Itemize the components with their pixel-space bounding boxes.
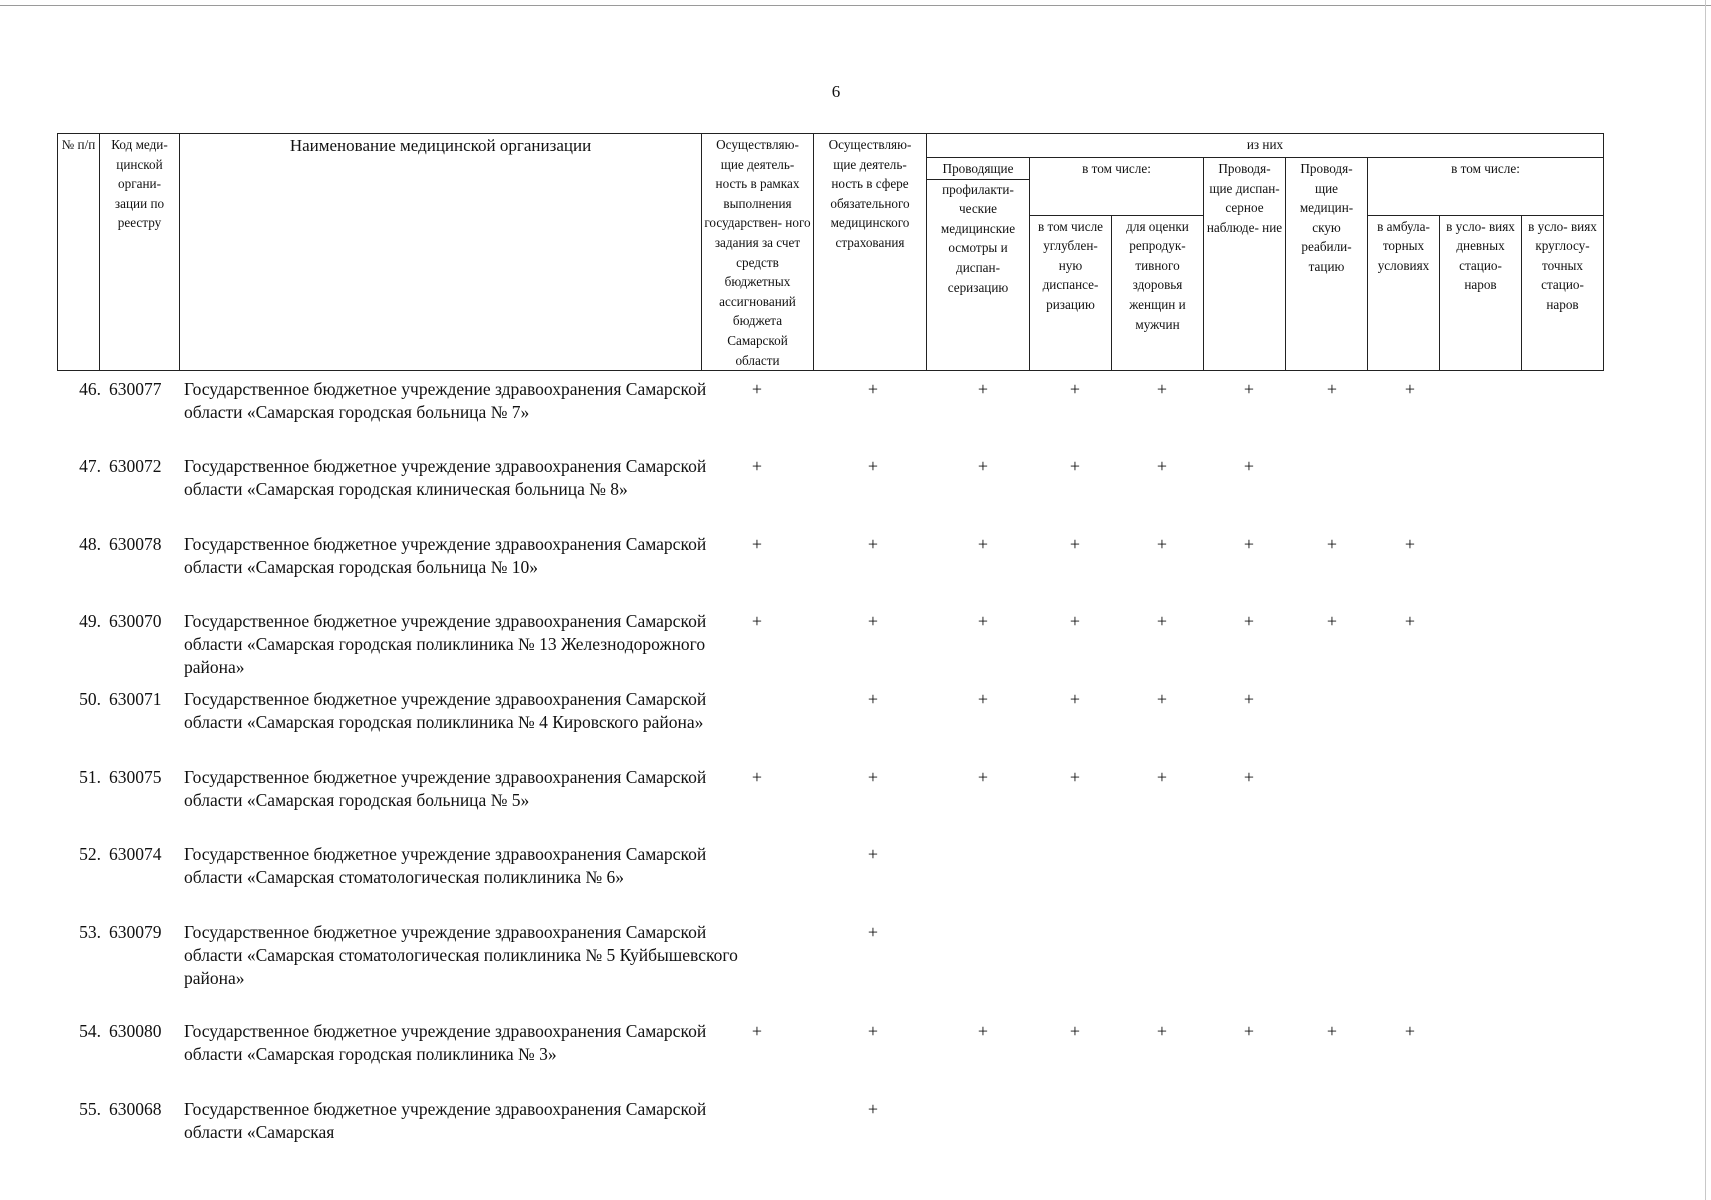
row-mark: +: [1156, 767, 1168, 787]
row-mark: +: [867, 689, 879, 709]
header-day-hospital: в усло- виях дневных стацио- наров: [1440, 215, 1522, 371]
row-mark: +: [751, 1021, 763, 1041]
row-mark: +: [1069, 456, 1081, 476]
header-prophylactic: [927, 158, 1030, 371]
header-deep-dispensary: в том числе углублен- ную диспансе- ризацию: [1030, 215, 1112, 371]
row-code: 630078: [109, 534, 162, 554]
row-mark: +: [1243, 767, 1255, 787]
row-number: 55.: [79, 1099, 101, 1119]
scan-right-edge: [1705, 0, 1706, 1200]
scan-top-edge: [0, 5, 1711, 6]
row-mark: +: [751, 456, 763, 476]
row-mark: +: [867, 767, 879, 787]
page-number: 6: [831, 82, 841, 101]
row-mark: +: [751, 534, 763, 554]
row-number: 53.: [79, 922, 101, 942]
row-mark: +: [1404, 534, 1416, 554]
row-organization-name: Государственное бюджетное учреждение здравоохранения Самарской области «Самарская городская поликлиника № 4 Кировского района»: [184, 689, 707, 732]
row-mark: +: [1156, 379, 1168, 399]
row-number: 46.: [79, 379, 101, 399]
row-mark: +: [1243, 379, 1255, 399]
row-organization-name: Государственное бюджетное учреждение здравоохранения Самарской области «Самарская городская клиническая больница № 8»: [184, 456, 707, 499]
row-number: 49.: [79, 611, 101, 631]
row-mark: +: [1156, 611, 1168, 631]
table-header: [57, 133, 1604, 371]
row-mark: +: [977, 611, 989, 631]
row-mark: +: [867, 456, 879, 476]
row-mark: +: [867, 922, 879, 942]
row-mark: +: [977, 689, 989, 709]
row-mark: +: [867, 1021, 879, 1041]
row-mark: +: [1243, 1021, 1255, 1041]
row-code: 630070: [109, 611, 162, 631]
header-name: Наименование медицинской организации: [180, 134, 702, 371]
row-mark: +: [977, 767, 989, 787]
row-number: 48.: [79, 534, 101, 554]
header-prophylactic-sub: профилакти- ческие медицинские осмотры и диспан- серизацию: [940, 181, 1016, 295]
row-mark: +: [1069, 767, 1081, 787]
row-number: 52.: [79, 844, 101, 864]
row-number: 47.: [79, 456, 101, 476]
header-ambulatory: в амбула- торных условиях: [1368, 215, 1440, 371]
row-mark: +: [1243, 689, 1255, 709]
row-mark: +: [1069, 611, 1081, 631]
row-mark: +: [751, 611, 763, 631]
header-v-tom-chisle-2: в том числе:: [1368, 158, 1604, 216]
row-mark: +: [1404, 1021, 1416, 1041]
row-mark: +: [1156, 534, 1168, 554]
row-mark: +: [1069, 379, 1081, 399]
row-number: 51.: [79, 767, 101, 787]
row-mark: +: [1326, 1021, 1338, 1041]
row-mark: +: [867, 379, 879, 399]
header-reproductive: для оценки репродук- тивного здоровья женщин и мужчин: [1112, 215, 1204, 371]
header-state-task: Осуществляю- щие деятель- ность в рамках выполнения государствен- ного задания за счет средств бюджетных ассигнований бюджета Самарской области: [702, 134, 814, 371]
row-code: 630080: [109, 1021, 162, 1041]
row-mark: +: [867, 1099, 879, 1119]
row-organization-name: Государственное бюджетное учреждение здравоохранения Самарской области «Самарская городская поликлиника № 3»: [184, 1021, 707, 1064]
header-disp-observation: Проводя- щие диспан- серное наблюде- ние: [1204, 158, 1286, 371]
row-mark: +: [977, 1021, 989, 1041]
header-v-tom-chisle-1: в том числе:: [1030, 158, 1204, 216]
row-organization-name: Государственное бюджетное учреждение здравоохранения Самарской области «Самарская городская больница № 10»: [184, 534, 707, 577]
header-iz-nih: из них: [927, 134, 1604, 158]
row-mark: +: [867, 844, 879, 864]
row-mark: +: [1069, 689, 1081, 709]
row-code: 630068: [109, 1099, 162, 1119]
row-organization-name: Государственное бюджетное учреждение здравоохранения Самарской области «Самарская городская больница № 7»: [184, 379, 707, 422]
row-mark: +: [1156, 456, 1168, 476]
row-code: 630071: [109, 689, 162, 709]
row-mark: +: [1404, 379, 1416, 399]
row-mark: +: [1326, 379, 1338, 399]
row-organization-name: Государственное бюджетное учреждение здравоохранения Самарской области «Самарская: [184, 1099, 707, 1142]
row-code: 630079: [109, 922, 162, 942]
row-mark: +: [867, 534, 879, 554]
row-mark: +: [751, 767, 763, 787]
row-mark: +: [1243, 611, 1255, 631]
header-rehabilitation: Проводя- щие медицин- скую реабили- тацию: [1286, 158, 1368, 371]
row-mark: +: [977, 379, 989, 399]
row-mark: +: [1069, 1021, 1081, 1041]
header-prophylactic-title: Проводящие: [927, 159, 1029, 180]
row-mark: +: [1243, 456, 1255, 476]
row-code: 630075: [109, 767, 162, 787]
row-organization-name: Государственное бюджетное учреждение здравоохранения Самарской области «Самарская стоматологическая поликлиника № 6»: [184, 844, 707, 887]
row-mark: +: [1404, 611, 1416, 631]
row-mark: +: [751, 379, 763, 399]
row-mark: +: [977, 456, 989, 476]
row-mark: +: [1156, 1021, 1168, 1041]
row-mark: +: [1069, 534, 1081, 554]
row-mark: +: [867, 611, 879, 631]
row-code: 630077: [109, 379, 162, 399]
header-code: Код меди- цинской органи- зации по реестру: [100, 134, 180, 371]
header-round-hospital: в усло- виях круглосу- точных стацио- наров: [1522, 215, 1604, 371]
row-mark: +: [977, 534, 989, 554]
row-number: 50.: [79, 689, 101, 709]
row-organization-name: Государственное бюджетное учреждение здравоохранения Самарской области «Самарская городская поликлиника № 13 Железнодорожного района»: [184, 611, 707, 677]
row-code: 630074: [109, 844, 162, 864]
row-mark: +: [1156, 689, 1168, 709]
row-mark: +: [1243, 534, 1255, 554]
header-num: № п/п: [58, 134, 100, 371]
row-organization-name: Государственное бюджетное учреждение здравоохранения Самарской области «Самарская стоматологическая поликлиника № 5 Куйбышевского района»: [184, 922, 738, 988]
row-organization-name: Государственное бюджетное учреждение здравоохранения Самарской области «Самарская городская больница № 5»: [184, 767, 707, 810]
row-mark: +: [1326, 534, 1338, 554]
row-mark: +: [1326, 611, 1338, 631]
row-code: 630072: [109, 456, 162, 476]
row-number: 54.: [79, 1021, 101, 1041]
header-oms: Осуществляю- щие деятель- ность в сфере обязательного медицинского страхования: [814, 134, 927, 371]
